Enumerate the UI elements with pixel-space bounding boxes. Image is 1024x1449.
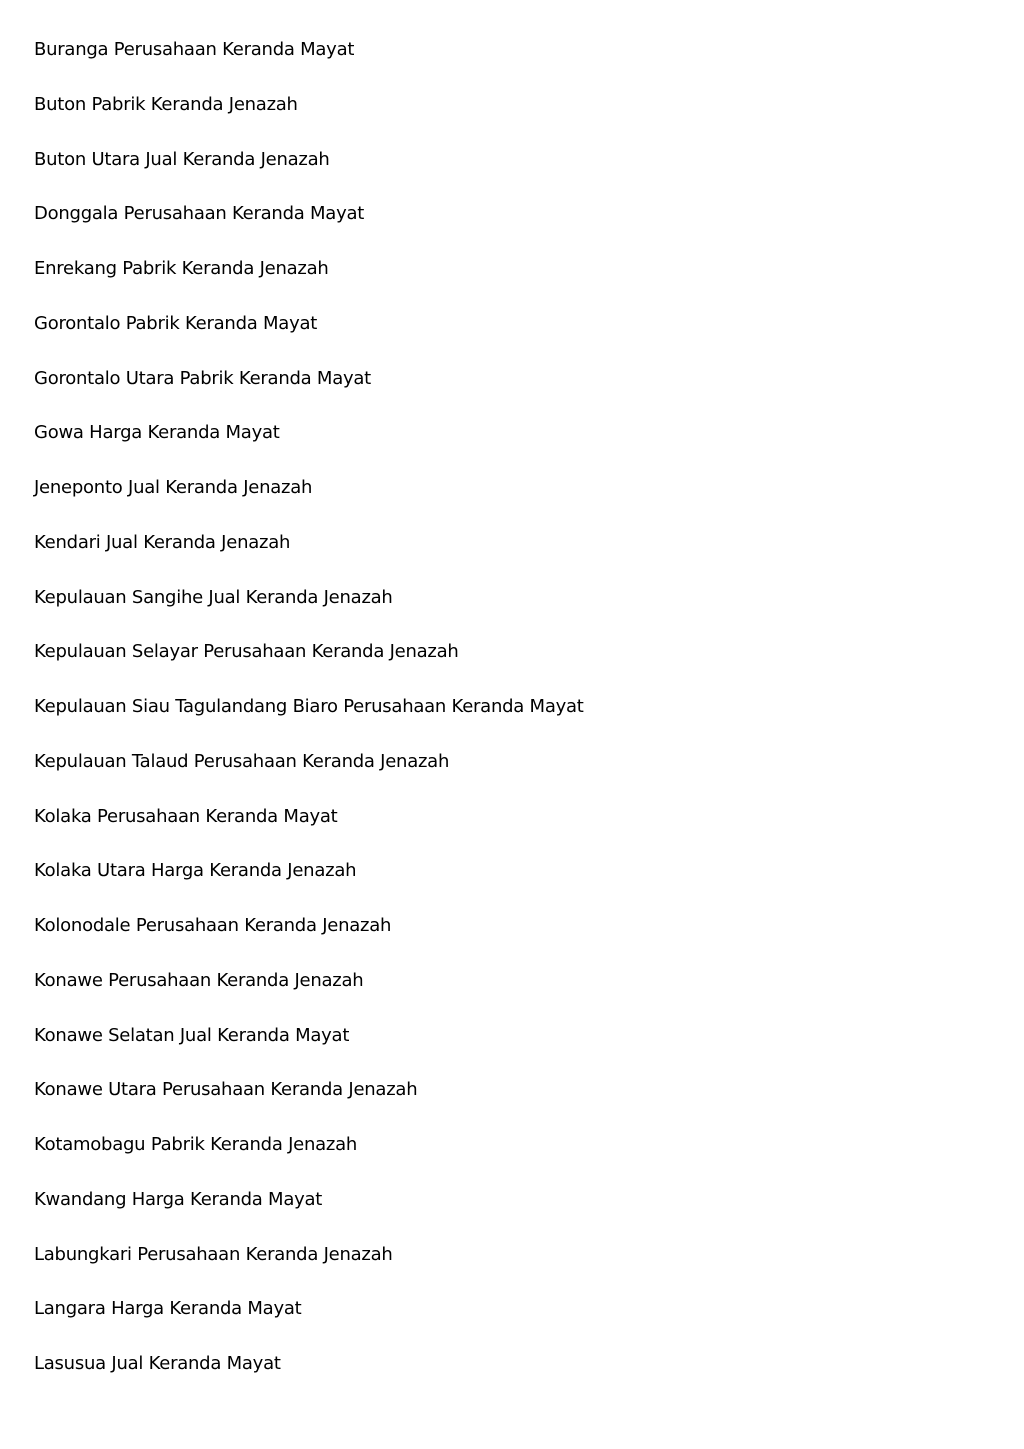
- location-link[interactable]: Kepulauan Talaud Perusahaan Keranda Jenazah: [34, 750, 450, 772]
- location-link[interactable]: Enrekang Pabrik Keranda Jenazah: [34, 258, 329, 279]
- list-item: [34, 1077, 990, 1132]
- list-item: [34, 37, 990, 92]
- location-link[interactable]: Kepulauan Sangihe Jual Keranda Jenazah: [34, 586, 393, 608]
- list-item: [34, 749, 990, 804]
- location-link[interactable]: Kwandang Harga Keranda Mayat: [34, 1188, 323, 1210]
- location-link[interactable]: Gorontalo Utara Pabrik Keranda Mayat: [34, 367, 371, 389]
- list-item: [34, 530, 990, 585]
- location-link[interactable]: Kolonodale Perusahaan Keranda Jenazah: [34, 915, 392, 936]
- location-link[interactable]: Kendari Jual Keranda Jenazah: [34, 531, 291, 553]
- list-item: [34, 804, 990, 859]
- list-item: [34, 858, 990, 913]
- list-item: [34, 968, 990, 1023]
- list-item: [34, 1023, 990, 1078]
- list-item: [34, 147, 990, 202]
- list-item: [34, 420, 990, 475]
- location-link-list: [34, 37, 990, 1406]
- list-item: [34, 475, 990, 530]
- list-item: [34, 1351, 990, 1406]
- document-page: [34, 37, 990, 1406]
- list-item: [34, 913, 990, 968]
- location-link[interactable]: Buranga Perusahaan Keranda Mayat: [34, 39, 355, 60]
- location-link[interactable]: Gowa Harga Keranda Mayat: [34, 422, 280, 444]
- list-item: [34, 585, 990, 640]
- location-link[interactable]: Konawe Perusahaan Keranda Jenazah: [34, 969, 364, 991]
- list-item: [34, 1296, 990, 1351]
- location-link[interactable]: Kolaka Utara Harga Keranda Jenazah: [34, 860, 357, 882]
- location-link[interactable]: Kolaka Perusahaan Keranda Mayat: [34, 805, 338, 827]
- list-item: [34, 256, 990, 311]
- location-link[interactable]: Labungkari Perusahaan Keranda Jenazah: [34, 1243, 393, 1265]
- list-item: [34, 1242, 990, 1297]
- location-link[interactable]: Jeneponto Jual Keranda Jenazah: [34, 477, 313, 498]
- location-link[interactable]: Konawe Selatan Jual Keranda Mayat: [34, 1024, 350, 1046]
- location-link[interactable]: Kepulauan Siau Tagulandang Biaro Perusahaan Keranda Mayat: [34, 696, 584, 717]
- location-link[interactable]: Konawe Utara Perusahaan Keranda Jenazah: [34, 1079, 418, 1101]
- location-link[interactable]: Kotamobagu Pabrik Keranda Jenazah: [34, 1134, 358, 1155]
- location-link[interactable]: Buton Pabrik Keranda Jenazah: [34, 93, 298, 115]
- list-item: [34, 366, 990, 421]
- list-item: [34, 639, 990, 694]
- list-item: [34, 1132, 990, 1187]
- list-item: [34, 311, 990, 366]
- location-link[interactable]: Buton Utara Jual Keranda Jenazah: [34, 148, 330, 170]
- location-link[interactable]: Langara Harga Keranda Mayat: [34, 1298, 302, 1320]
- location-link[interactable]: Gorontalo Pabrik Keranda Mayat: [34, 312, 318, 334]
- list-item: [34, 694, 990, 749]
- location-link[interactable]: Lasusua Jual Keranda Mayat: [34, 1353, 281, 1374]
- list-item: [34, 1187, 990, 1242]
- location-link[interactable]: Kepulauan Selayar Perusahaan Keranda Jenazah: [34, 641, 459, 663]
- list-item: [34, 92, 990, 147]
- location-link[interactable]: Donggala Perusahaan Keranda Mayat: [34, 203, 365, 225]
- list-item: [34, 201, 990, 256]
